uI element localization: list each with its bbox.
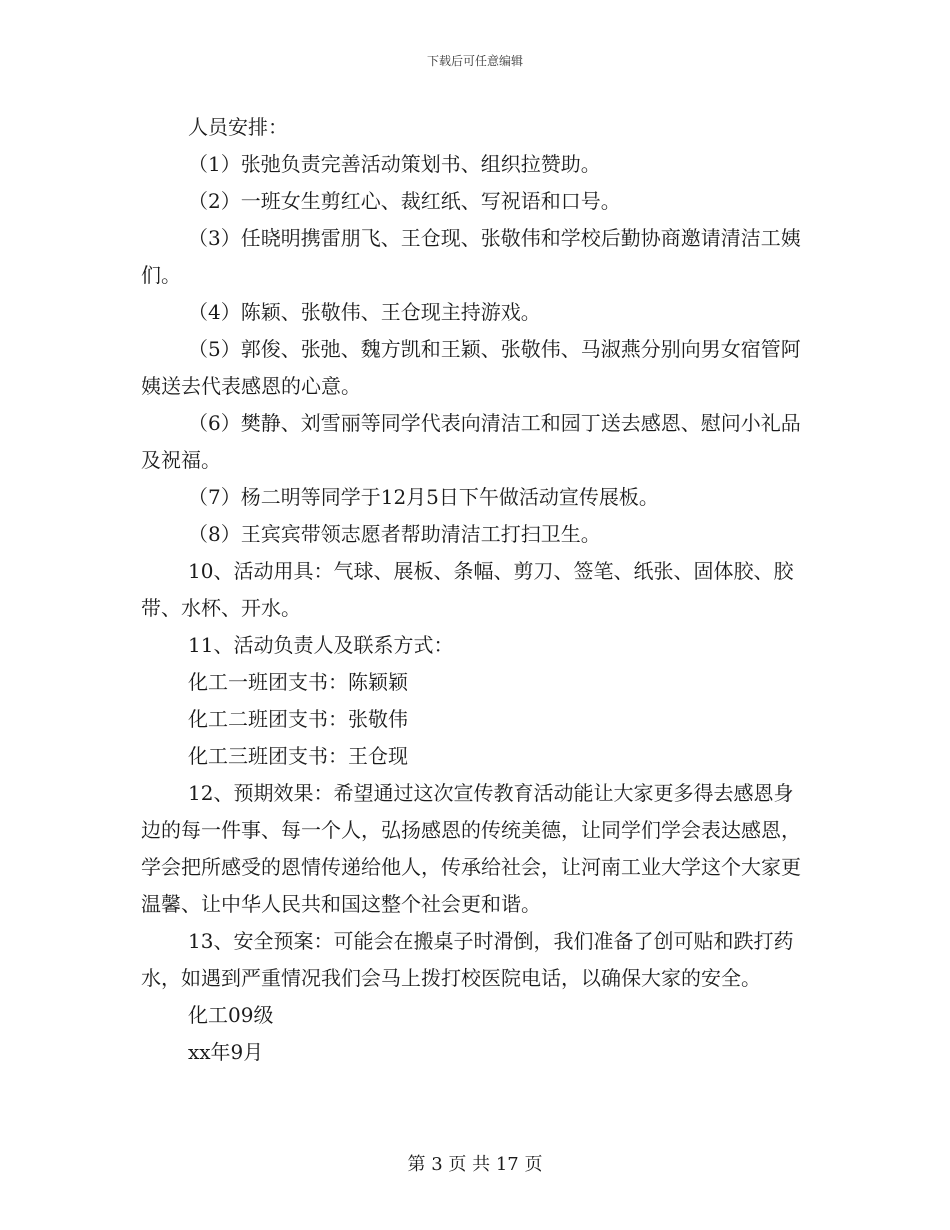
- paragraph-contact-3: 化工三班团支书：王仓现: [188, 744, 408, 768]
- paragraph-item-1: （1）张弛负责完善活动策划书、组织拉赞助。: [188, 152, 601, 176]
- paragraph-item-7: （7）杨二明等同学于12月5日下午做活动宣传展板。: [188, 485, 659, 509]
- paragraph-item-8: （8）王宾宾带领志愿者帮助清洁工打扫卫生。: [188, 522, 601, 546]
- paragraph-section-12: 12、预期效果：希望通过这次宣传教育活动能让大家更多得去感恩身边的每一件事、每一个人，弘扬感恩的传统美德，让同学们学会表达感恩，学会把所感受的恩情传递给他人，传承给社会，让河南工业大学这个大家更温馨、让中华人民共和国这整个社会更和谐。: [141, 781, 801, 916]
- paragraph-section-10: 10、活动用具：气球、展板、条幅、剪刀、签笔、纸张、固体胶、胶带、水杯、开水。: [141, 559, 794, 620]
- paragraph-contact-1: 化工一班团支书：陈颖颖: [188, 670, 408, 694]
- paragraph-date: xx年9月: [188, 1040, 264, 1064]
- document-body: [141, 109, 809, 1071]
- paragraph-staff-heading: 人员安排：: [188, 115, 288, 139]
- paragraph-item-3: （3）任晓明携雷朋飞、王仓现、张敬伟和学校后勤协商邀请清洁工姨们。: [141, 226, 801, 287]
- paragraph-item-5: （5）郭俊、张弛、魏方凯和王颖、张敬伟、马淑燕分别向男女宿管阿姨送去代表感恩的心意。: [141, 337, 801, 398]
- paragraph-item-6: （6）樊静、刘雪丽等同学代表向清洁工和园丁送去感恩、慰问小礼品及祝福。: [141, 411, 801, 472]
- page-number: 第 3 页 共 17 页: [407, 1154, 543, 1175]
- paragraph-section-13: 13、安全预案：可能会在搬桌子时滑倒，我们准备了创可贴和跌打药水，如遇到严重情况我们会马上拨打校医院电话，以确保大家的安全。: [141, 929, 794, 990]
- paragraph-item-2: （2）一班女生剪红心、裁红纸、写祝语和口号。: [188, 189, 621, 213]
- page-header: 下载后可任意编辑: [426, 54, 523, 68]
- paragraph-section-11: 11、活动负责人及联系方式：: [188, 633, 454, 657]
- paragraph-item-4: （4）陈颖、张敬伟、王仓现主持游戏。: [188, 300, 541, 324]
- paragraph-contact-2: 化工二班团支书：张敬伟: [188, 707, 408, 731]
- paragraph-signature: 化工09级: [188, 1003, 274, 1027]
